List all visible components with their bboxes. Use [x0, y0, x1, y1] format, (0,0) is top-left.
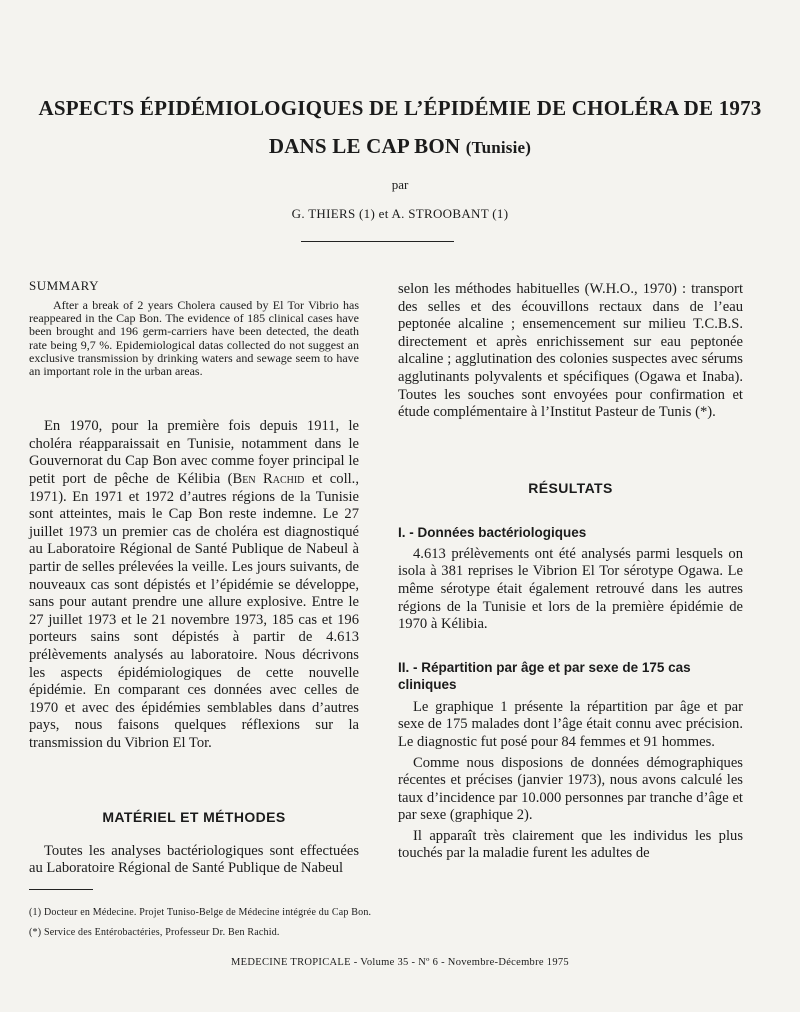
title-divider	[301, 241, 454, 242]
article-title-region: (Tunisie)	[465, 138, 532, 157]
section-2-paragraph-2: Comme nous disposions de données démographiques récentes et précises (janvier 1973), nous avons calculé les taux d’incidence par 10.000 personnes par tranche d’âge et par sexe (graphique 2).	[398, 754, 743, 824]
footnote-1: (1) Docteur en Médecine. Projet Tuniso-Belge de Médecine intégrée du Cap Bon.	[29, 907, 372, 918]
footnote-divider	[29, 889, 93, 890]
section-2-paragraph-1: Le graphique 1 présente la répartition par âge et par sexe de 175 malades dont l’âge était connu avec précision. Le diagnostic fut posé pour 84 femmes et 91 hommes.	[398, 698, 743, 750]
methods-text: Toutes les analyses bactériologiques sont effectuées au Laboratoire Régional de Santé Publique de Nabeul	[29, 842, 359, 877]
article-title-main: DANS LE CAP BON	[268, 134, 461, 158]
section-1-text: 4.613 prélèvements ont été analysés parmi lesquels on isola à 381 reprises le Vibrion El Tor sérotype Ogawa. Le même sérotype était également retrouvé dans les autres régions de la Tunisie et lors de la première épidémie de 1970 à Kélibia.	[398, 545, 743, 633]
article-title-line-1: ASPECTS ÉPIDÉMIOLOGIQUES DE L’ÉPIDÉMIE DE CHOLÉRA DE 1973	[38, 96, 762, 120]
section-2-title: II. - Répartition par âge et par sexe de 175 cas cliniques	[398, 659, 691, 692]
left-column	[29, 278, 359, 878]
article-title-line-2	[0, 134, 800, 159]
summary-text: After a break of 2 years Cholera caused by El Tor Vibrio has reappeared in the Cap Bon. The evidence of 185 clinical cases have been brought and 196 germ-carriers have been detected, the death rate being 9,7 %. Epidemiological datas collected do not suggest an exclusive transmission by drinking waters and sewage seem to have an important role in the urban areas.	[29, 298, 359, 379]
citation-author: Ben Rachid	[232, 471, 305, 487]
section-2-paragraph-3: Il apparaît très clairement que les individus les plus touchés par la maladie furent les adultes de	[398, 827, 743, 862]
footnote-2: (*) Service des Entérobactéries, Professeur Dr. Ben Rachid.	[29, 927, 280, 938]
byline-authors: G. THIERS (1) et A. STROOBANT (1)	[291, 206, 509, 221]
journal-footer: MEDECINE TROPICALE - Volume 35 - Nº 6 - Novembre-Décembre 1975	[231, 957, 569, 968]
results-heading: RÉSULTATS	[528, 479, 613, 496]
intro-part-1: En 1970, pour la première fois depuis 1911, le choléra réapparaissait en Tunisie, notamment dans le Gouvernorat du Cap Bon avec comme foyer principal le petit port de pêche de Kélibia (	[29, 418, 359, 487]
methods-heading: MATÉRIEL ET MÉTHODES	[102, 808, 286, 825]
intro-part-2: et coll., 1971). En 1971 et 1972 d’autres régions de la Tunisie sont atteintes, mais le Cap Bon reste indemne. Le 27 juillet 1973 un premier cas de choléra est diagnostiqué au Laboratoire Régional de Santé Publique de Nabeul à partir de selles prélevées la veille. Les jours suivants, de nouveaux cas sont dépistés et l’épidémie se développe, sans pour autant prendre une allure explosive. Entre le 27 juillet 1973 et le 21 novembre 1973, 185 cas et 196 porteurs sains sont dépistés à partir de 4.613 prélèvements analysés au laboratoire. Nous décrivons les aspects épidémiologiques de cette nouvelle épidémie. En comparant ces données avec celles de 1970 et avec des épidémies semblables dans d’autres pays, nous faisons quelques réflexions sur la transmission du Vibrion El Tor.	[29, 471, 359, 751]
right-column	[398, 281, 743, 863]
intro-paragraph	[29, 418, 359, 752]
byline-par: par	[391, 177, 409, 192]
methods-continued-text: selon les méthodes habituelles (W.H.O., 1970) : transport des selles et des écouvillons rectaux dans de l’eau peptonée alcaline ; ensemencement sur milieu T.C.B.S. directement et après enrichissement sur eau peptonée alcaline ; agglutination des colonies suspectes avec sérums agglutinants polyvalents et spécifiques (Ogawa et Inaba). Toutes les souches sont envoyées pour confirmation et étude complémentaire à l’Institut Pasteur de Tunis (*).	[398, 281, 743, 421]
section-1-title: I. - Données bactériologiques	[398, 524, 587, 540]
summary-heading: SUMMARY	[29, 278, 99, 293]
